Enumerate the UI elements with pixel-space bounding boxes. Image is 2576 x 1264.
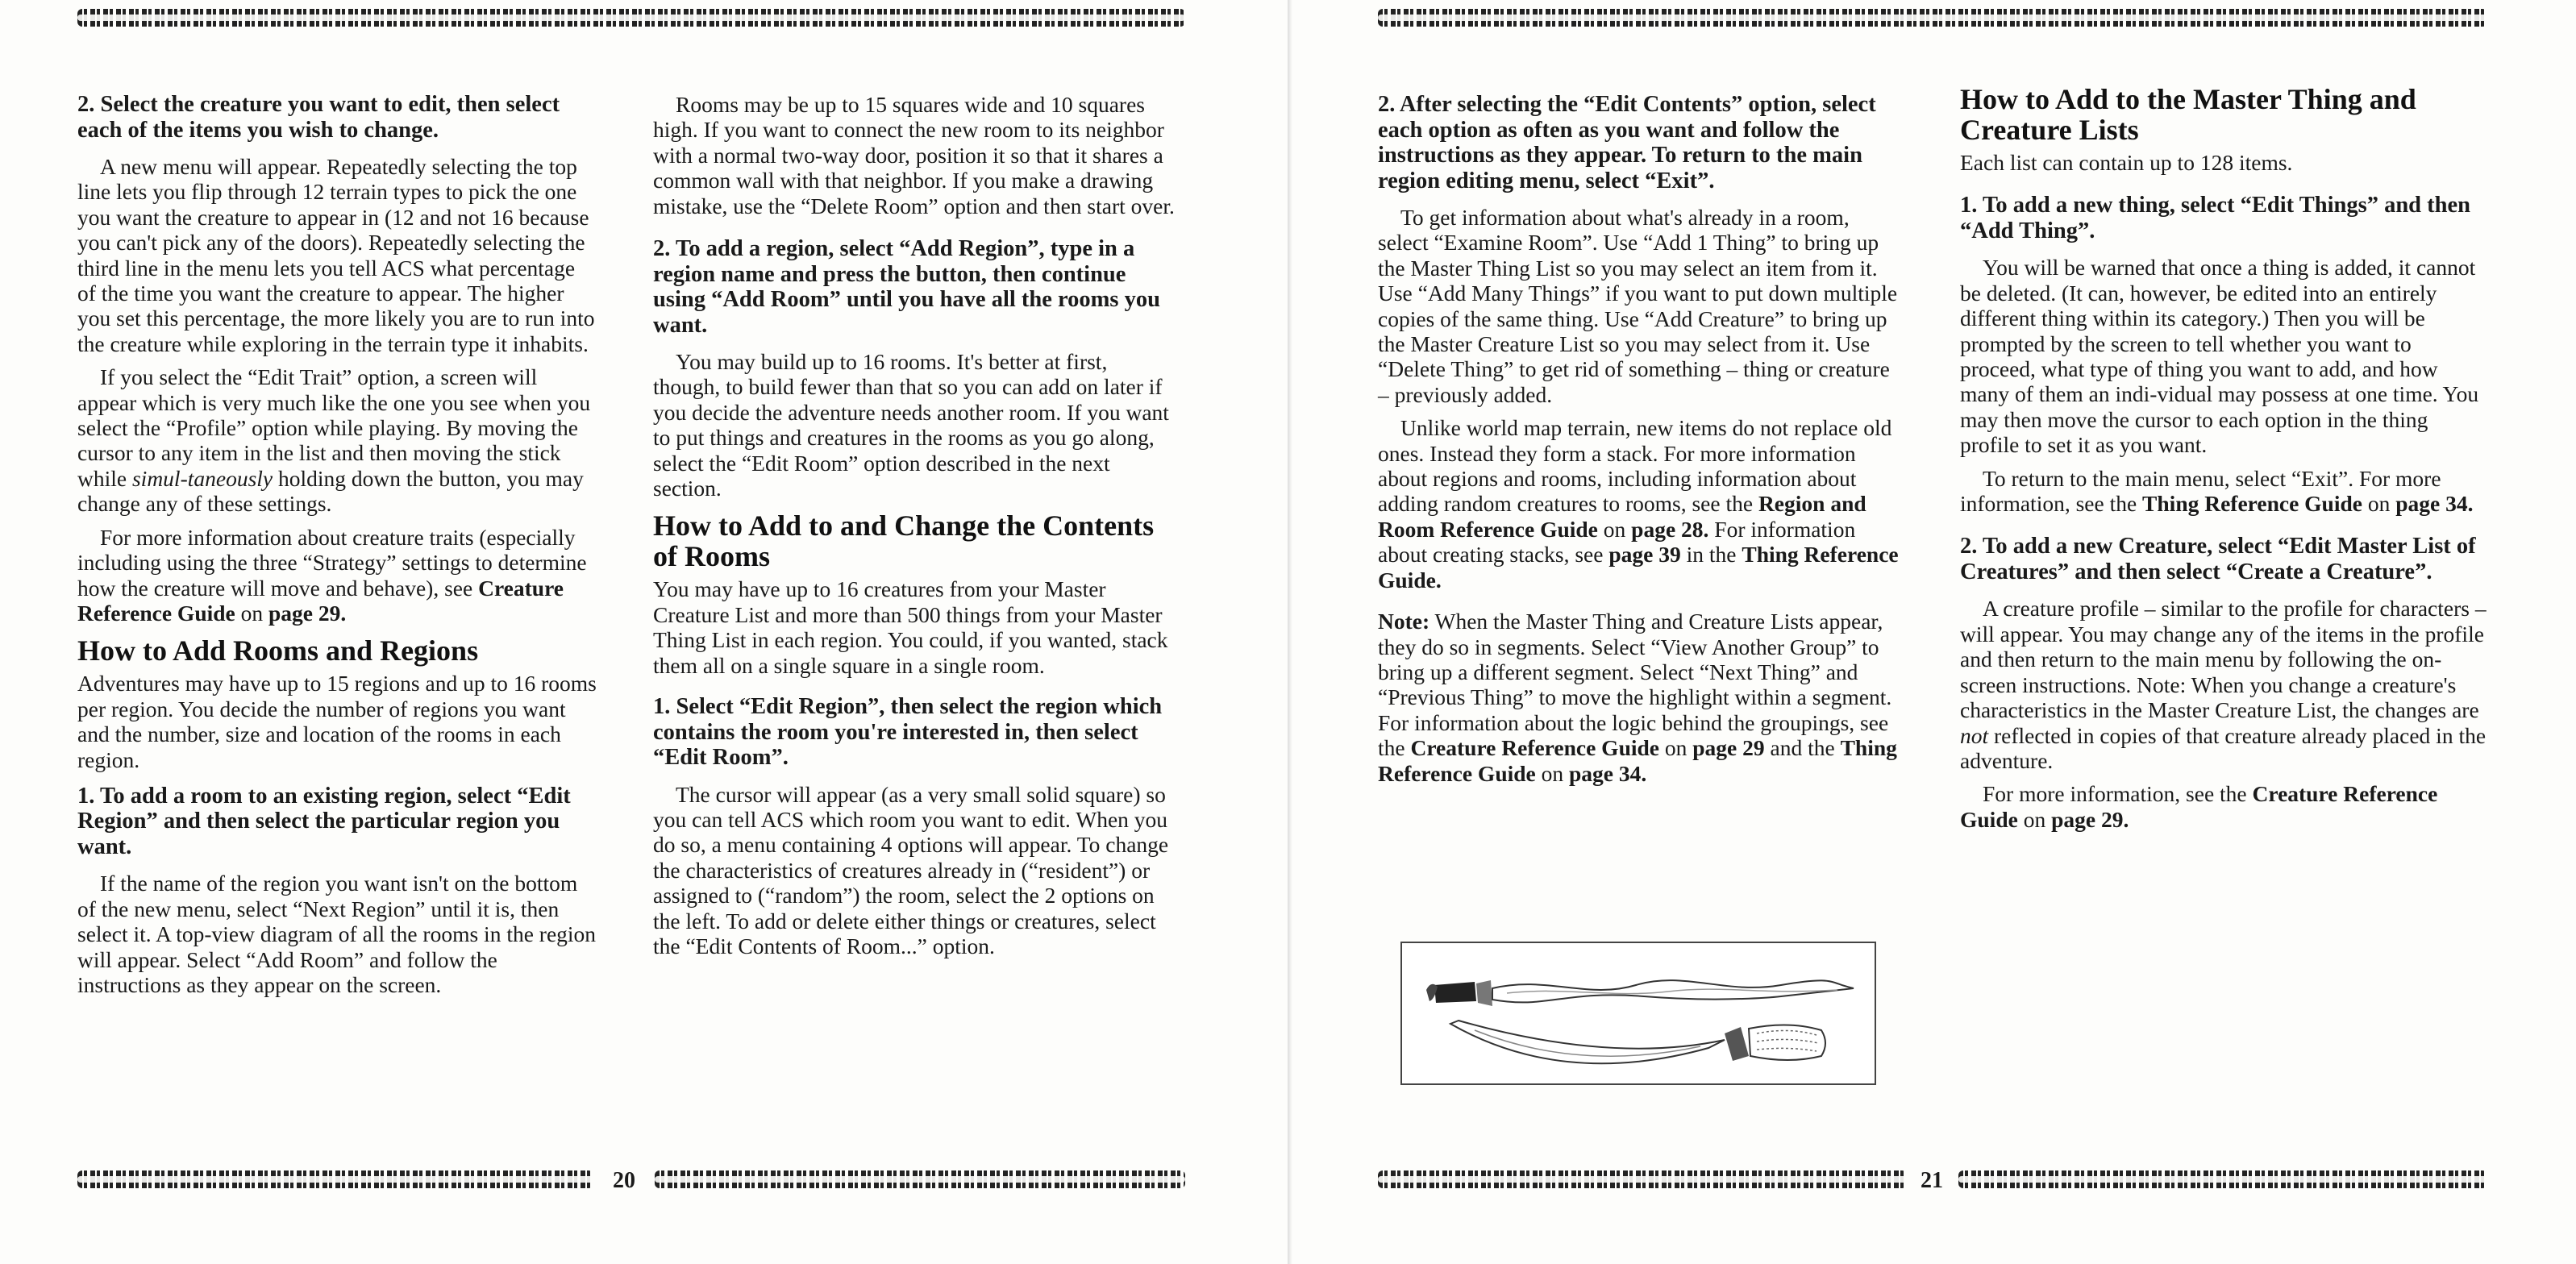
paragraph-adventures: Adventures may have up to 15 regions and up to 16 rooms per region. You decide the number of regions you want and the number, size and location of the rooms in each region. — [77, 671, 597, 772]
paragraph-edit-trait: If you select the “Edit Trait” option, a screen will appear which is very much like the one you see when you select the “Profile” option while playing. By moving the cursor to any item in the list and then moving the stick while simul-taneously holding down the button, you may change any of these settings. — [77, 364, 591, 517]
dagger-drawing — [1402, 943, 1875, 1083]
paragraph-rooms-size: Rooms may be up to 15 squares wide and 10 squares high. If you want to connect the new room to its neighbor with a normal two-way door, position it so that it shares a common wall with that neighbor. If you make a drawing mistake, use the “Delete Room” option and then start over. — [653, 92, 1175, 218]
paragraph-contents: You may have up to 16 creatures from your Master Creature List and more than 500 things from your Master Thing List in each region. You could, if you wanted, stack them all on a single square in a single room. — [653, 576, 1168, 678]
section-title-contents: How to Add to and Change the Contents of Rooms — [653, 509, 1155, 573]
daggers-illustration — [1400, 942, 1876, 1085]
right-page-column-2 — [1960, 84, 2489, 840]
paragraph-cursor: The cursor will appear (as a very small solid square) so you can tell ACS which room you want to edit. When you do so, a menu containing 4 options will appear. To change the characteristics of creatures already in (“resident”) or assigned to (“random”) the room, select the 2 options on the left. To add or delete either things or creatures, select the “Edit Contents of Room...” option. — [653, 781, 1169, 959]
page-number: 21 — [1921, 1168, 1943, 1193]
paragraph-note: Note: When the Master Thing and Creature Lists appear, they do so in segments. Select “View Another Group” to bring up a different segment. Select “Next Thing” and “Previous Thing” to move the highlight within a segment. For information about the logic behind the groupings, see the Creature Reference Guide on page 29 and the Thing Reference Guide on page 34. — [1378, 609, 1897, 786]
paragraph-creature-profile: A creature profile – similar to the profile for characters – will appear. You may change any of the items in the profile and then return to the main menu by following the on-screen instructions. Note: When you change a creature's characteristics in the Master Creature List, the changes are not reflected in copies of that creature already placed in the adventure. — [1960, 596, 2487, 773]
heading-edit-region: 1. Select “Edit Region”, then select the region which contains the room you're interested in, then select “Edit Room”. — [653, 694, 1163, 771]
page-number: 20 — [613, 1168, 635, 1193]
left-page-column-1 — [77, 92, 598, 1005]
paragraph-region-name: If the name of the region you want isn't on the bottom of the new menu, select “Next Region” until it is, then select it. A top-view diagram of all the rooms in the region will appear. Select “Add Room” and follow the instructions as they appear on the screen. — [77, 871, 597, 998]
heading-add-room: 1. To add a room to an existing region, select “Edit Region” and then select the particular region you want. — [77, 783, 571, 859]
heading-add-region: 2. To add a region, select “Add Region”, type in a region name and press the button, then continue using “Add Room” until you have all the rooms you want. — [653, 236, 1160, 338]
bottom-chain-border-right — [655, 1170, 1185, 1188]
right-page — [1288, 0, 2576, 1264]
paragraph-return-main-menu: To return to the main menu, select “Exit”. For more information, see the Thing Reference Guide on page 34. — [1960, 465, 2474, 517]
paragraph-creature-traits: For more information about creature traits (especially including using the three “Strategy” settings to determine how the creature will move and behave), see Creature Reference Guide on page 29. — [77, 524, 587, 626]
top-chain-border — [77, 9, 1185, 27]
section-title-master-lists: How to Add to the Master Thing and Creature Lists — [1960, 83, 2416, 146]
bottom-chain-border-left — [1378, 1170, 1907, 1188]
page-gutter — [1288, 0, 1292, 1264]
bottom-chain-border-left — [77, 1170, 593, 1188]
paragraph-warned: You will be warned that once a thing is added, it cannot be deleted. (It can, however, be edited into an entirely different thing within its category.) Then you will be prompted by the screen to tell whether you want to proceed, what type of thing you want to add, and how many of them an indi-vidual may possess at one time. You may then move the cursor to each option in the thing profile to set it as you want. — [1960, 255, 2479, 458]
section-title-rooms-regions: How to Add Rooms and Regions — [77, 634, 479, 667]
right-page-column-1 — [1378, 92, 1904, 794]
heading-add-creature: 2. To add a new Creature, select “Edit Master List of Creatures” and then select “Create a Creature”. — [1960, 534, 2476, 584]
heading-select-creature: 2. Select the creature you want to edit, then select each of the items you wish to change. — [77, 92, 560, 143]
bottom-chain-border-right — [1958, 1170, 2487, 1188]
heading-after-edit-contents: 2. After selecting the “Edit Contents” option, select each option as often as you want and follow the instructions as they appear. To return to the main region editing menu, select “Exit”. — [1378, 92, 1876, 193]
left-page-column-2 — [653, 92, 1179, 967]
paragraph-world-map-terrain: Unlike world map terrain, new items do not replace old ones. Instead they form a stack. For more information about regions and rooms, including information about adding random creatures to rooms, see the Region and Room Reference Guide on page 28. For information about creating stacks, see page 39 in the Thing Reference Guide. — [1378, 415, 1899, 592]
paragraph-see-creature-guide: For more information, see the Creature Reference Guide on page 29. — [1960, 781, 2438, 832]
paragraph-examine-room: To get information about what's already in a room, select “Examine Room”. Use “Add 1 Thing” to bring up the Master Thing List so you may select an item from it. Use “Add Many Things” if you want to put down multiple copies of the same thing. Use “Add Creature” to bring up the Master Creature List so you may select from it. Use “Delete Thing” to get rid of something – thing or creature – previously added. — [1378, 205, 1898, 407]
paragraph-build: You may build up to 16 rooms. It's better at first, though, to build fewer than that so you can add on later if you decide the adventure needs another room. If you want to put things and creatures in the rooms as you go along, select the “Edit Room” option described in the next section. — [653, 349, 1169, 501]
top-chain-border — [1378, 9, 2487, 27]
paragraph-each-list: Each list can contain up to 128 items. — [1960, 150, 2293, 175]
heading-add-thing: 1. To add a new thing, select “Edit Things” and then “Add Thing”. — [1960, 193, 2470, 243]
paragraph-menu: A new menu will appear. Repeatedly selecting the top line lets you flip through 12 terrain types to pick the one you want the creature to appear in (12 and not 16 because you can't pick any of the doors). Repeatedly selecting the third line in the menu lets you tell ACS what percentage of the time you want the creature to appear. The higher you set this percentage, the more likely you are to run into the creature while exploring in the terrain type it inhabits. — [77, 154, 595, 356]
